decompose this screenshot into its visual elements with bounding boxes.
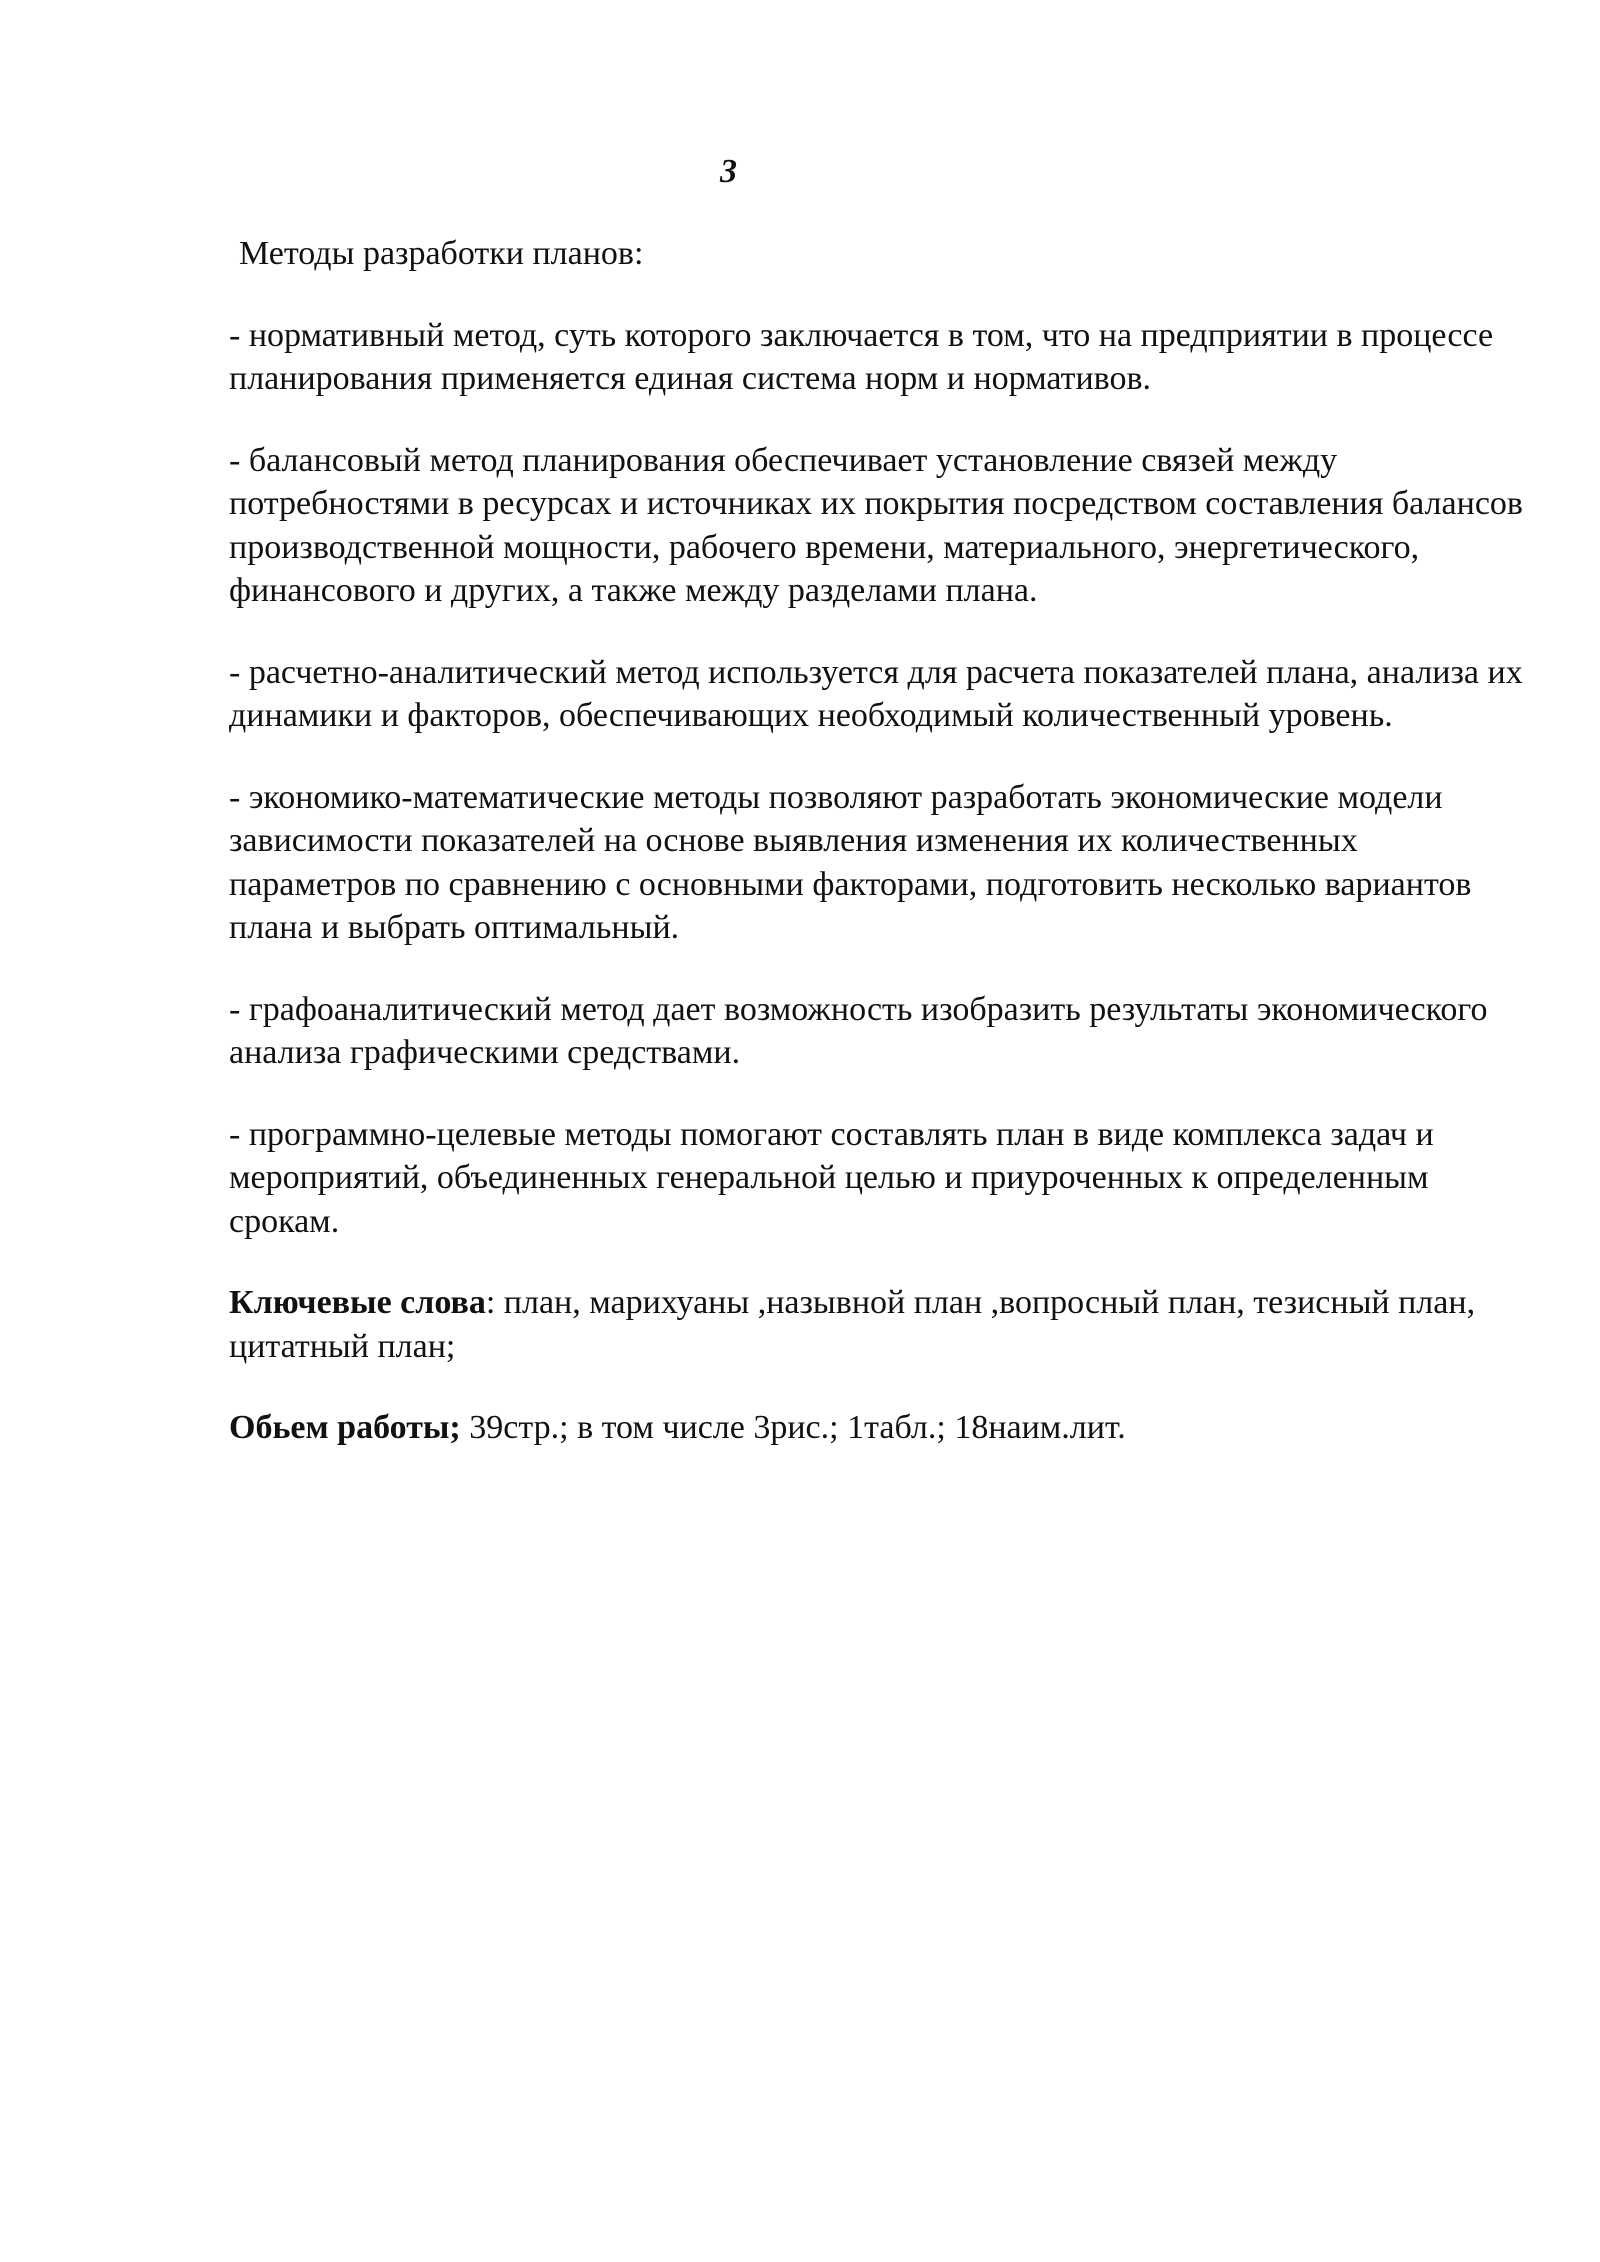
method-economic-mathematical: - экономико-математические методы позволяют разработать экономические модели зависимости показателей на основе выявления изменения их количественных параметров по сравнению с основными факторами, подготовить несколько вариантов плана и выбрать оптимальный. bbox=[229, 778, 1472, 946]
method-graphic-analytical: - графоаналитический метод дает возможность изобразить результаты экономического анализа графическими средствами. bbox=[229, 990, 1488, 1071]
keywords-paragraph bbox=[229, 1281, 1529, 1368]
document-body bbox=[229, 232, 1529, 1488]
methods-intro: Методы разработки планов: bbox=[239, 235, 644, 272]
page-number: 3 bbox=[720, 153, 737, 190]
method-calculation-analytical: - расчетно-аналитический метод используется для расчета показателей плана, анализа их динамики и факторов, обеспечивающих необходимый количественный уровень. bbox=[229, 653, 1523, 734]
keywords-text: : план, марихуаны ,назывной план ,вопросный план, тезисный план, цитатный план; bbox=[229, 1284, 1476, 1365]
keywords-label: Ключевые слова bbox=[229, 1284, 486, 1321]
method-normative: - нормативный метод, суть которого заключается в том, что на предприятии в процессе планирования применяется единая система норм и нормативов. bbox=[229, 316, 1494, 397]
volume-text: 39стр.; в том числе 3рис.; 1табл.; 18наим.лит. bbox=[460, 1409, 1126, 1446]
method-balance: - балансовый метод планирования обеспечивает установление связей между потребностями в ресурсах и источниках их покрытия посредством составления балансов производственной мощности, рабочего времени, материального, энергетического, финансового и других, а также между разделами плана. bbox=[229, 441, 1523, 609]
method-program-target: - программно-целевые методы помогают составлять план в виде комплекса задач и мероприятий, объединенных генеральной целью и приуроченных к определенным срокам. bbox=[229, 1115, 1434, 1240]
volume-paragraph bbox=[229, 1406, 1529, 1450]
volume-label: Обьем работы; bbox=[229, 1409, 461, 1446]
